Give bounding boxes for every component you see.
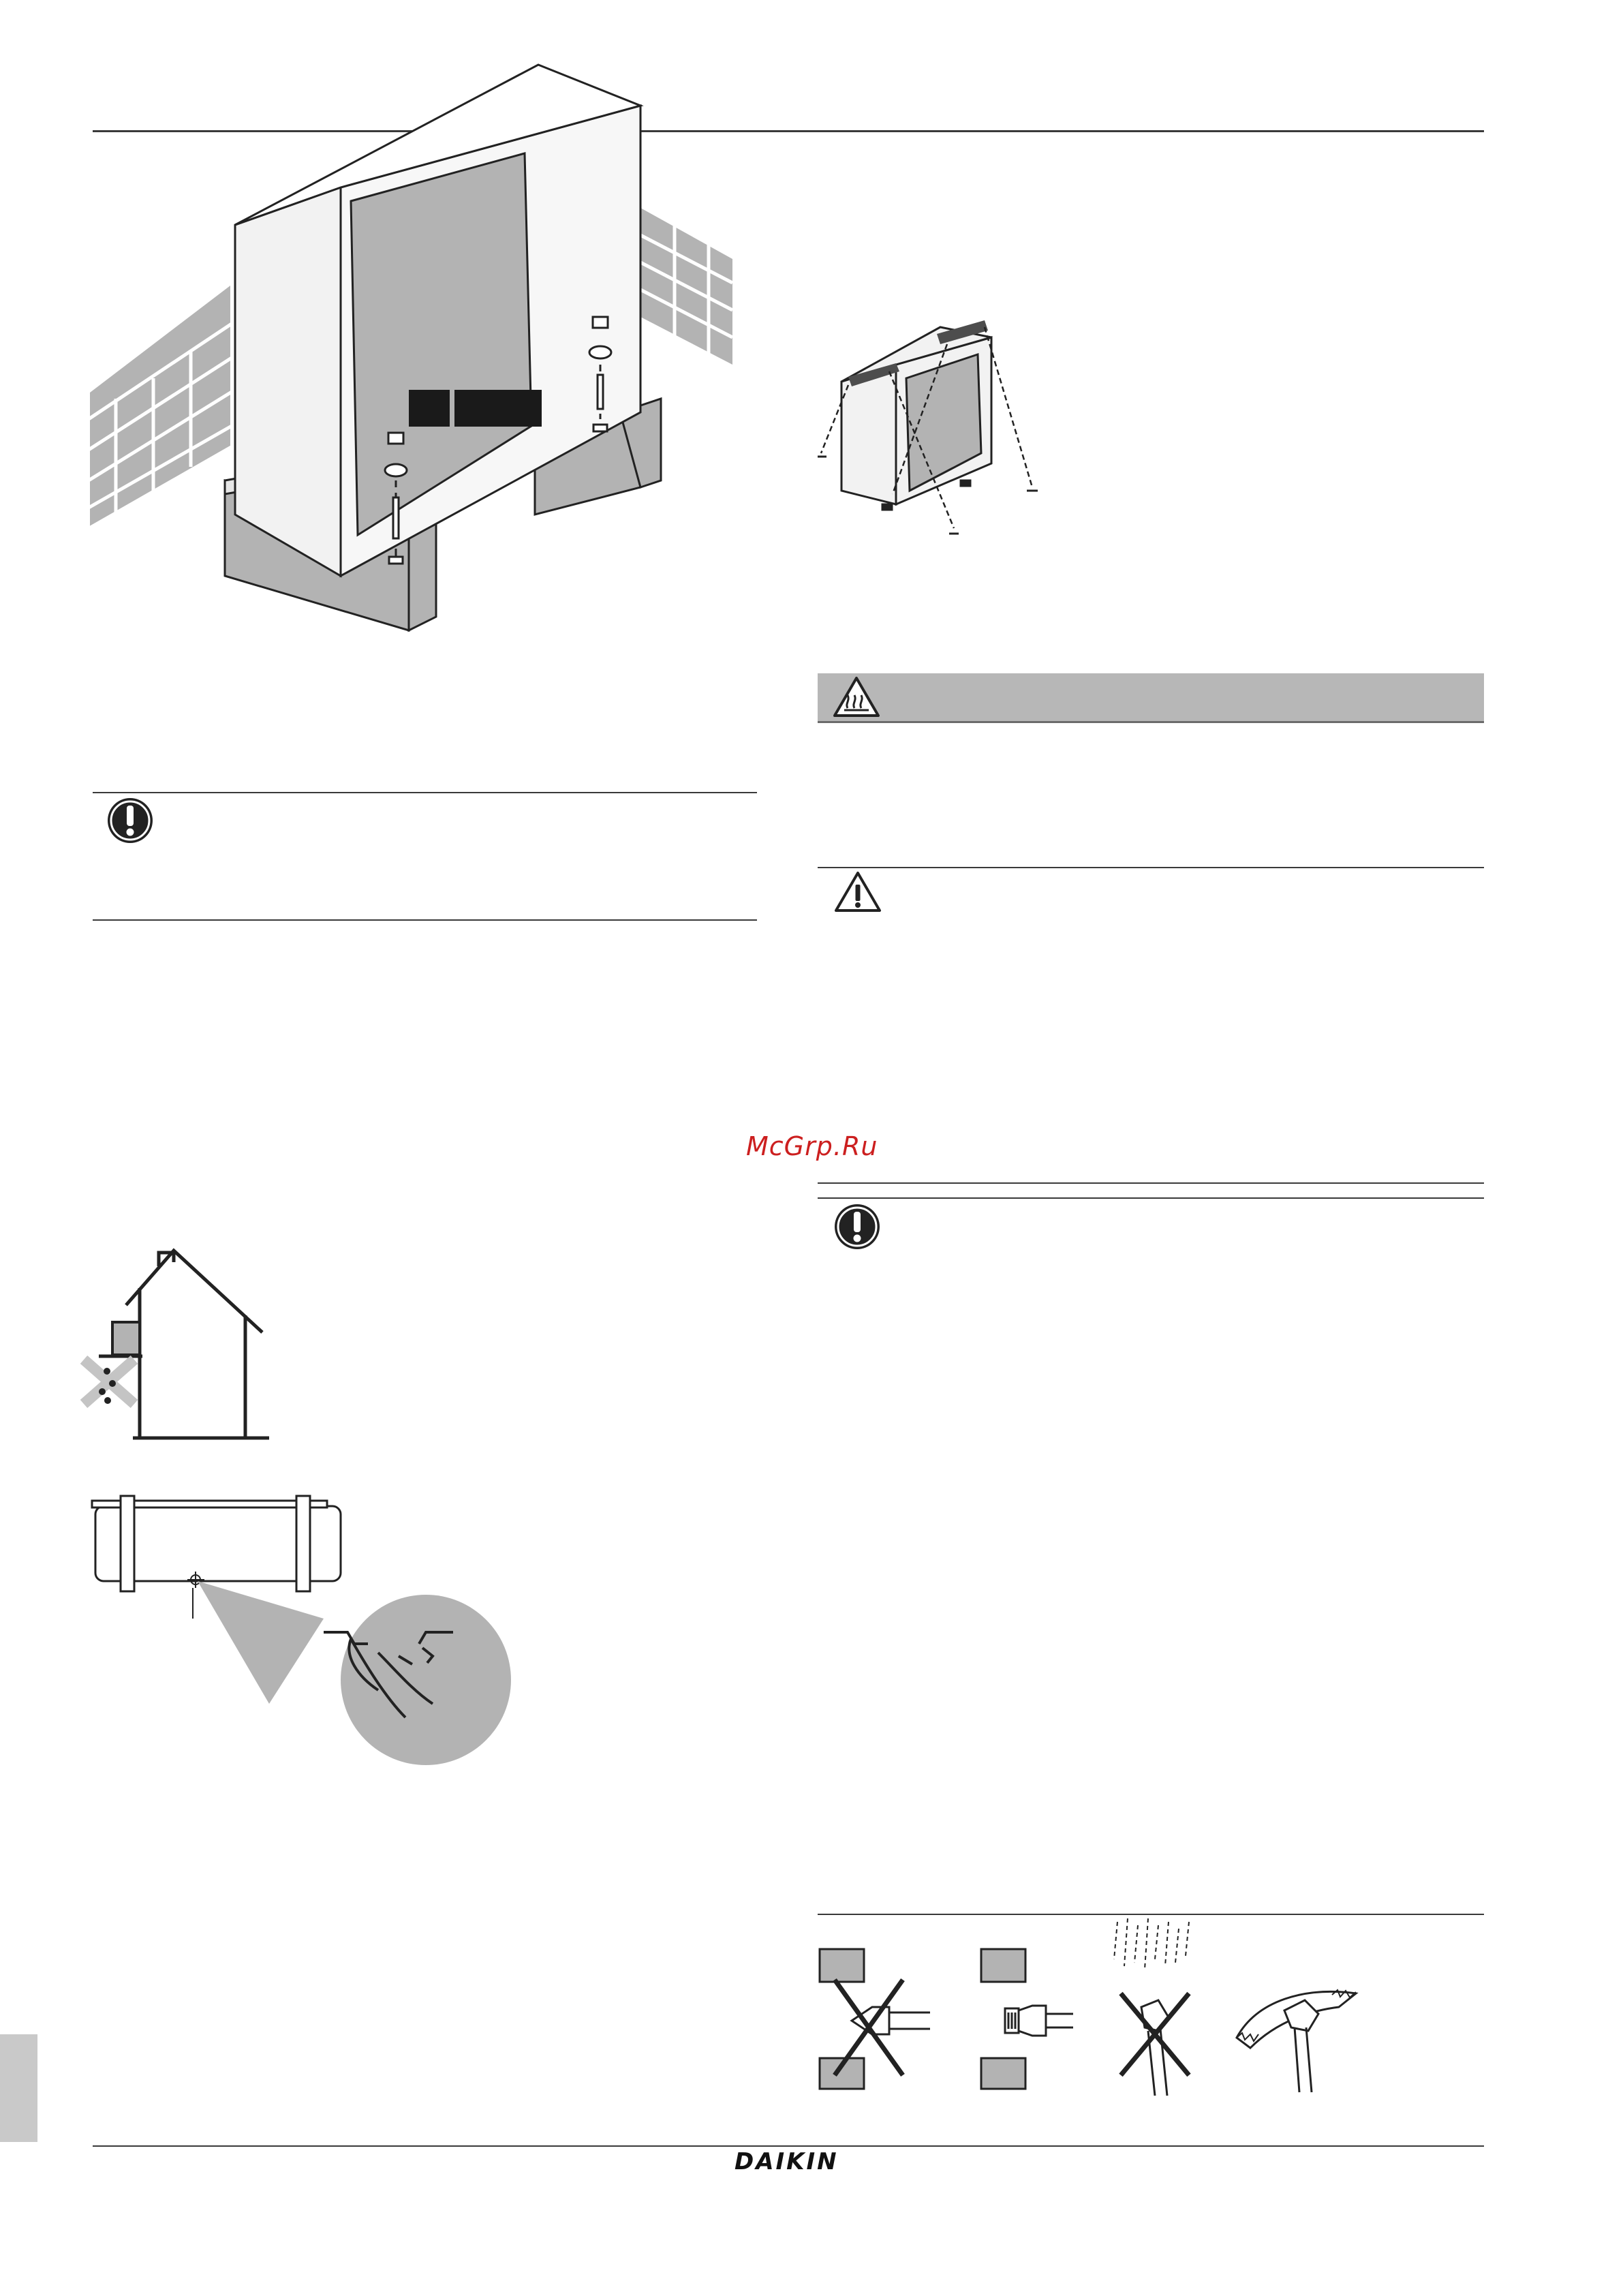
exclamation-icon <box>833 1202 882 1251</box>
notice-top-rule <box>93 792 757 793</box>
piping-section-rule <box>818 1914 1484 1915</box>
caution-top-rule <box>818 867 1484 868</box>
watermark: McGrp.Ru <box>746 1131 878 1161</box>
brand-logo: DAIKIN <box>735 2148 839 2175</box>
drain-plug-illustration <box>92 1493 514 1772</box>
footer-rule <box>93 2145 1484 2147</box>
pipe-protection-illustration <box>814 1918 1373 2102</box>
right-notice-rule-2 <box>818 1197 1484 1199</box>
notice-bottom-rule <box>93 919 757 921</box>
hoisting-straps-illustration <box>814 317 1060 542</box>
warning-triangle-icon <box>834 871 882 913</box>
drain-house-illustration <box>72 1247 276 1445</box>
hot-surface-warning-icon <box>833 676 880 718</box>
exclamation-icon <box>106 796 155 845</box>
hot-surface-banner <box>818 673 1484 723</box>
side-tab <box>0 2034 37 2142</box>
unit-mounting-illustration <box>89 194 743 651</box>
right-notice-rule-1 <box>818 1182 1484 1184</box>
header-rule <box>93 130 1484 132</box>
